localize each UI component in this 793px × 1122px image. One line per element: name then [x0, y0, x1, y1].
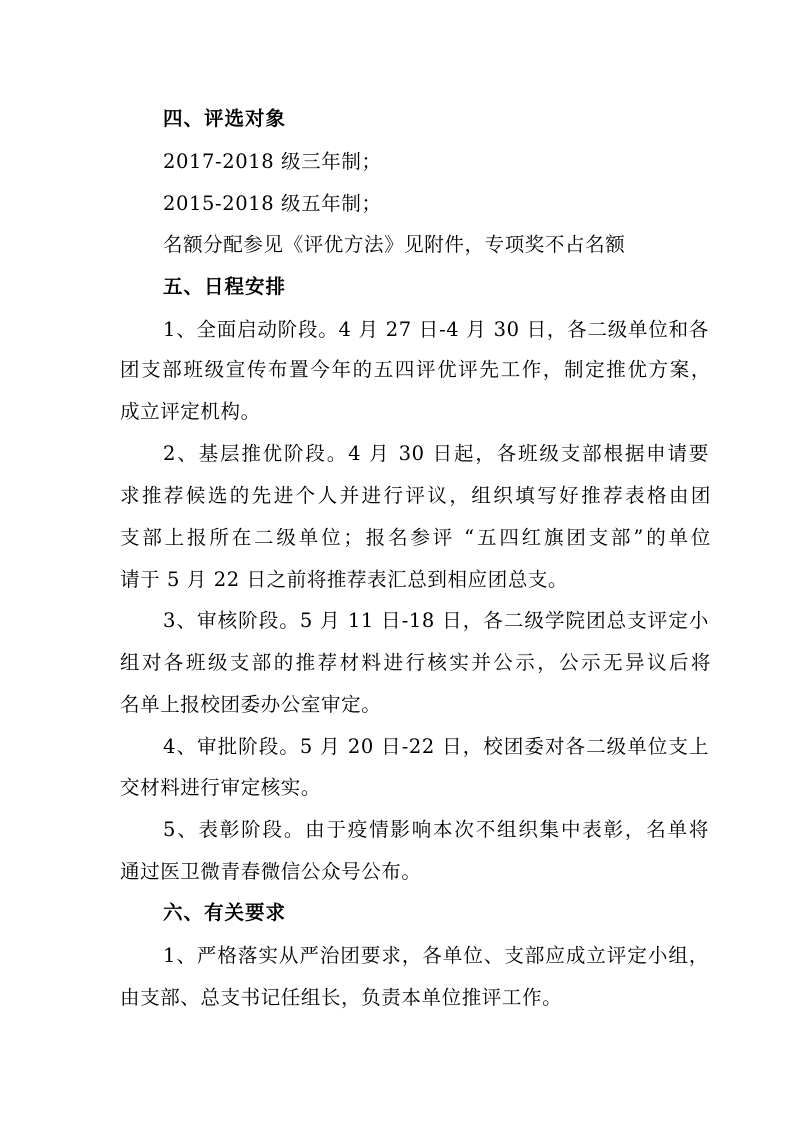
- section-5-item-2-line-1: 2、基层推优阶段。4 月 30 日起，各班级支部根据申请要: [163, 442, 709, 465]
- section-6-item-1-line-1: 1、严格落实从严治团要求，各单位、支部应成立评定小组，: [163, 944, 709, 967]
- section-5-item-3-line-3: 名单上报校团委办公室审定。: [120, 693, 382, 716]
- section-5-heading: 五、日程安排: [163, 275, 287, 298]
- section-6-item-1-line-2: 由支部、总支书记任组长，负责本单位推评工作。: [120, 986, 563, 1009]
- section-4-heading: 四、评选对象: [163, 107, 287, 130]
- section-5-item-4-line-2: 交材料进行审定核实。: [120, 776, 322, 799]
- section-4-line-1: 2017-2018 级三年制；: [163, 150, 382, 173]
- section-5-item-3-line-2: 组对各班级支部的推荐材料进行核实并公示，公示无异议后将: [120, 651, 711, 674]
- section-5-item-5-line-2: 通过医卫微青春微信公众号公布。: [120, 860, 422, 883]
- section-5-item-4-line-1: 4、审批阶段。5 月 20 日-22 日，校团委对各二级单位支上: [163, 735, 709, 758]
- section-5-item-1-line-2: 团支部班级宣传布置今年的五四评优评先工作，制定推优方案，: [120, 358, 711, 381]
- section-6-heading: 六、有关要求: [163, 901, 287, 924]
- section-5-item-2-line-2: 求推荐候选的先进个人并进行评议，组织填写好推荐表格由团: [120, 484, 711, 507]
- section-5-item-3-line-1: 3、审核阶段。5 月 11 日-18 日，各二级学院团总支评定小: [163, 609, 709, 632]
- section-4-line-3: 名额分配参见《评优方法》见附件，专项奖不占名额: [163, 233, 626, 256]
- section-5-item-1-line-1: 1、全面启动阶段。4 月 27 日-4 月 30 日，各二级单位和各: [163, 318, 709, 341]
- section-5-item-5-line-1: 5、表彰阶段。由于疫情影响本次不组织集中表彰，名单将: [163, 818, 709, 841]
- section-5-item-1-line-3: 成立评定机构。: [120, 400, 261, 423]
- section-5-item-2-line-4: 请于 5 月 22 日之前将推荐表汇总到相应团总支。: [120, 568, 569, 591]
- section-5-item-2-line-3: 支部上报所在二级单位；报名参评 “五四红旗团支部”的单位: [120, 526, 711, 549]
- section-4-line-2: 2015-2018 级五年制；: [163, 192, 382, 215]
